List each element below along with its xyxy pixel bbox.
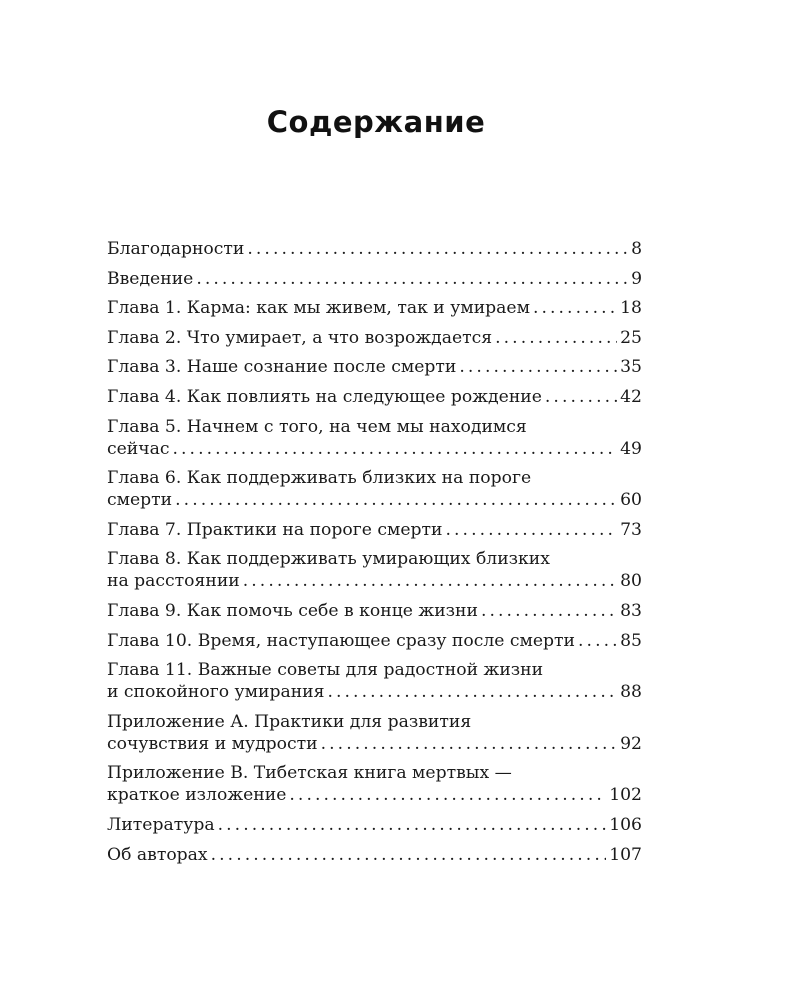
toc-entry bbox=[107, 600, 642, 622]
dot-leader bbox=[495, 327, 617, 349]
toc-entry-title-line1: Глава 5. Начнем с того, на чем мы находимся bbox=[107, 416, 527, 437]
toc-entry bbox=[107, 297, 642, 319]
dot-leader bbox=[211, 844, 607, 866]
toc-entry-title: краткое изложение bbox=[107, 785, 287, 806]
toc-entry-title: смерти bbox=[107, 490, 173, 511]
toc-entry-title: Благодарности bbox=[107, 239, 245, 259]
toc-entry-title-line1: Глава 8. Как поддерживать умирающих близких bbox=[107, 549, 550, 570]
toc-entry-page: 60 bbox=[620, 490, 642, 511]
dot-leader bbox=[247, 238, 628, 260]
dot-leader bbox=[173, 438, 618, 460]
toc-entry-title: на расстоянии bbox=[107, 571, 240, 592]
toc-entry-page: 9 bbox=[631, 268, 642, 289]
toc-entry bbox=[107, 519, 642, 541]
toc-entry-title: Глава 4. Как повлиять на следующее рождение bbox=[107, 386, 542, 407]
toc-entry-title: Глава 3. Наше сознание после смерти bbox=[107, 357, 457, 378]
toc-entry bbox=[107, 467, 642, 511]
toc-entry-title: Глава 10. Время, наступающее сразу после смерти bbox=[107, 630, 576, 651]
dot-leader bbox=[289, 784, 606, 806]
toc-entry-title: и спокойного умирания bbox=[107, 682, 325, 703]
toc-entry-title: Литература bbox=[107, 814, 215, 835]
dot-leader bbox=[545, 386, 617, 408]
dot-leader bbox=[175, 489, 617, 511]
toc-entry-page: 83 bbox=[620, 600, 642, 621]
toc-entry-title-line1: Приложение А. Практики для развития bbox=[107, 711, 472, 732]
toc-entry-page: 107 bbox=[609, 844, 642, 865]
toc-entry-title-line1: Приложение В. Тибетская книга мертвых — bbox=[107, 763, 512, 784]
toc-entry bbox=[107, 356, 642, 378]
toc-entry bbox=[107, 238, 642, 260]
toc-entry bbox=[107, 711, 642, 755]
toc-entry-title-line1: Глава 6. Как поддерживать близких на пороге bbox=[107, 468, 532, 489]
toc-entry bbox=[107, 659, 642, 703]
toc-entry bbox=[107, 268, 642, 290]
toc-entry-title: Об авторах bbox=[107, 844, 208, 865]
dot-leader bbox=[481, 600, 617, 622]
toc-entry-title: Глава 1. Карма: как мы живем, так и умираем bbox=[107, 298, 530, 319]
toc-entry-title: Глава 9. Как помочь себе в конце жизни bbox=[107, 600, 478, 621]
page-title: Содержание bbox=[266, 105, 486, 139]
toc-entry-title: Глава 2. Что умирает, а что возрождается bbox=[107, 327, 493, 348]
toc-entry-title: сейчас bbox=[107, 438, 170, 459]
toc-entry-page: 80 bbox=[620, 571, 642, 592]
toc-entry-page: 73 bbox=[620, 519, 642, 540]
toc-entry-title-line1: Глава 11. Важные советы для радостной жизни bbox=[107, 660, 544, 681]
toc-entry bbox=[107, 844, 642, 866]
toc-entry bbox=[107, 762, 642, 806]
dot-leader bbox=[446, 519, 618, 541]
toc-entry-page: 18 bbox=[620, 298, 642, 319]
toc-entry bbox=[107, 814, 642, 836]
toc-entry-title: Глава 7. Практики на пороге смерти bbox=[107, 519, 443, 540]
toc-entry bbox=[107, 386, 642, 408]
dot-leader bbox=[196, 268, 628, 290]
toc-entry-page: 42 bbox=[620, 386, 642, 407]
dot-leader bbox=[578, 630, 617, 652]
toc-entry-page: 106 bbox=[609, 814, 642, 835]
toc-entry-page: 35 bbox=[620, 357, 642, 378]
dot-leader bbox=[327, 681, 617, 703]
dot-leader bbox=[321, 733, 618, 755]
toc-entry bbox=[107, 548, 642, 592]
toc-entry-title: сочувствия и мудрости bbox=[107, 733, 318, 754]
toc-entry-page: 102 bbox=[609, 785, 642, 806]
toc-entry bbox=[107, 416, 642, 460]
dot-leader bbox=[533, 297, 617, 319]
dot-leader bbox=[243, 570, 617, 592]
dot-leader bbox=[218, 814, 607, 836]
toc-entry-title: Введение bbox=[107, 268, 194, 289]
toc-entry-page: 92 bbox=[620, 733, 642, 754]
toc-entry-page: 25 bbox=[620, 327, 642, 348]
toc-entry bbox=[107, 327, 642, 349]
toc-entry-page: 85 bbox=[620, 630, 642, 651]
toc-entry-page: 88 bbox=[620, 682, 642, 703]
table-of-contents bbox=[107, 238, 642, 873]
toc-entry bbox=[107, 630, 642, 652]
toc-entry-page: 8 bbox=[631, 239, 642, 259]
dot-leader bbox=[459, 356, 617, 378]
toc-entry-page: 49 bbox=[620, 438, 642, 459]
